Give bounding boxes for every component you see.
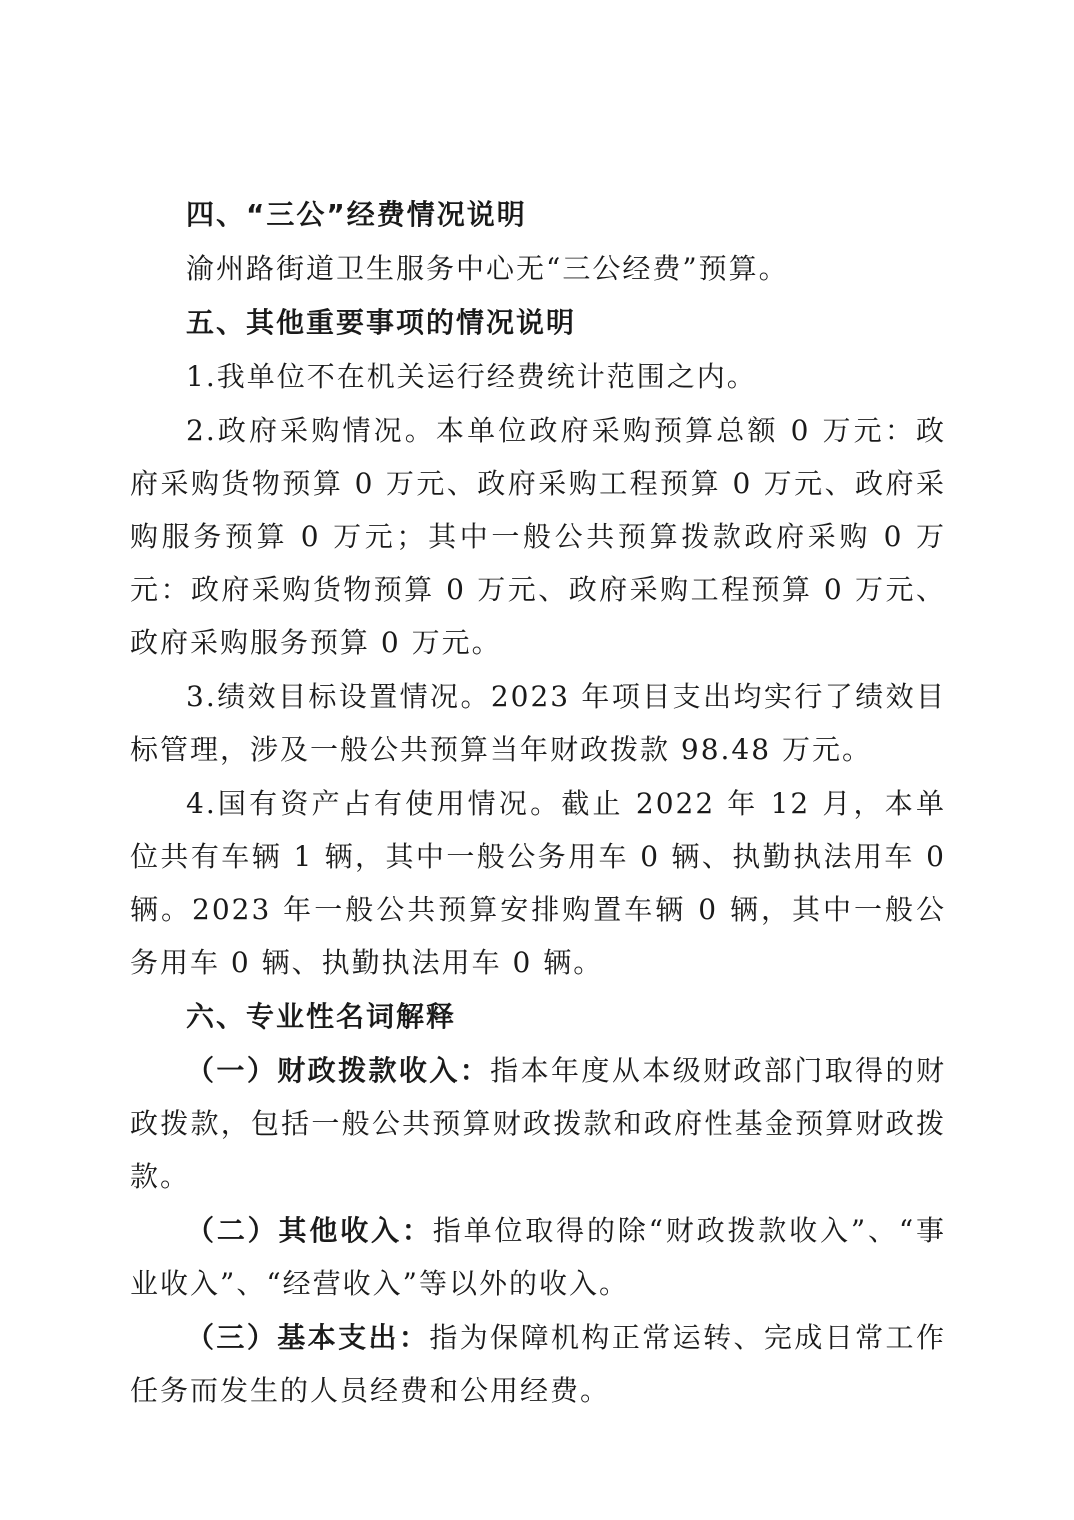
term-definition-fiscal-income: [130, 1044, 946, 1203]
term-definition-other-income: [130, 1204, 946, 1310]
term-text-other-income: 指单位取得的除“财政拨款收入”、“事业收入”、“经营收入”等以外的收入。: [130, 1214, 946, 1300]
term-label-fiscal-income: （一）财政拨款收入：: [186, 1054, 491, 1087]
term-label-other-income: （二）其他收入：: [186, 1214, 433, 1247]
paragraph-item-4-assets: 4.国有资产占有使用情况。截止 2022 年 12 月，本单位共有车辆 1 辆，其中一般公务用车 0 辆、执勤执法用车 0 辆。2023 年一般公共预算安排购置车辆 0 辆，其中一般公务用车 0 辆、执勤执法用车 0 辆。: [130, 787, 946, 979]
paragraph-item-2-procurement: 2.政府采购情况。本单位政府采购预算总额 0 万元：政府采购货物预算 0 万元、政府采购工程预算 0 万元、政府采购服务预算 0 万元；其中一般公共预算拨款政府采购 0 万元：政府采购货物预算 0 万元、政府采购工程预算 0 万元、政府采购服务预算 0 万元。: [130, 414, 946, 659]
term-text-fiscal-income: 指本年度从本级财政部门取得的财政拨款，包括一般公共预算财政拨款和政府性基金预算财政拨款。: [130, 1054, 946, 1193]
paragraph-item-3-performance: 3.绩效目标设置情况。2023 年项目支出均实行了绩效目标管理，涉及一般公共预算当年财政拨款 98.48 万元。: [130, 680, 946, 766]
term-label-basic-expenditure: （三）基本支出：: [186, 1321, 430, 1354]
term-definition-basic-expenditure: [130, 1311, 946, 1417]
section-heading-five: 五、其他重要事项的情况说明: [186, 306, 577, 339]
section-heading-six: 六、专业性名词解释: [186, 1000, 457, 1033]
document-page: [130, 188, 946, 1418]
paragraph-item-1: 1.我单位不在机关运行经费统计范围之内。: [186, 360, 757, 393]
term-text-basic-expenditure: 指为保障机构正常运转、完成日常工作任务而发生的人员经费和公用经费。: [130, 1321, 946, 1407]
paragraph-three-public-expenses: 渝州路街道卫生服务中心无“三公经费”预算。: [186, 252, 789, 285]
section-heading-four: 四、“三公”经费情况说明: [186, 198, 527, 231]
